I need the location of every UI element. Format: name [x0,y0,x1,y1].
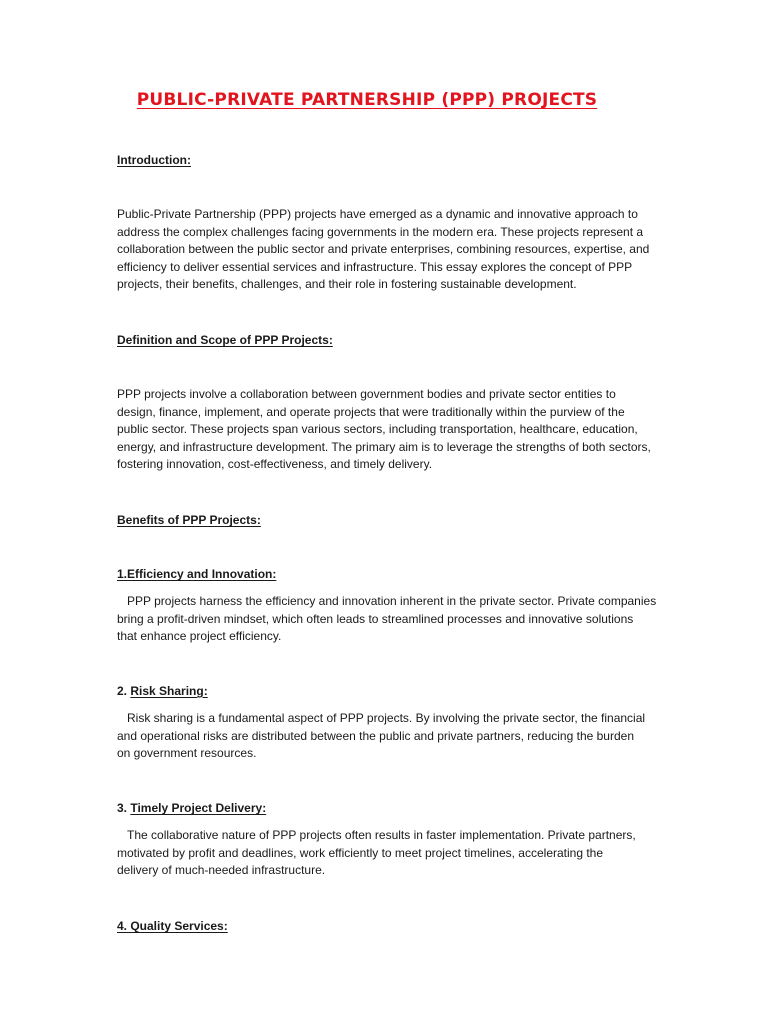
timely-heading [117,801,266,815]
risk-number: 2. [117,684,131,698]
paragraph-line: collaboration between the public sector and private enterprises, combining resources, expertise, and [117,242,650,257]
paragraph-line: efficiency to deliver essential services and infrastructure. This essay explores the concept of PPP [117,259,633,274]
paragraph-line: delivery of much-needed infrastructure. [117,863,326,878]
paragraph-line: public sector. These projects span various sectors, including transportation, healthcare, education, [117,422,638,437]
paragraph-line: design, finance, implement, and operate projects that were traditionally within the purview of the [117,404,625,419]
paragraph-line: fostering innovation, cost-effectiveness, and timely delivery. [117,457,433,472]
paragraph-line: and operational risks are distributed between the public and private partners, reducing the burden [117,728,634,743]
timely-paragraph [117,827,657,880]
paragraph-line: Risk sharing is a fundamental aspect of PPP projects. By involving the private sector, the financial [117,711,646,725]
paragraph-line: address the complex challenges facing governments in the modern era. These projects represent a [117,224,644,239]
paragraph-line: PPP projects involve a collaboration between government bodies and private sector entities to [117,387,616,401]
risk-paragraph [117,710,657,763]
paragraph-line: that enhance project efficiency. [117,629,282,644]
document-title: PUBLIC-PRIVATE PARTNERSHIP (PPP) PROJECTS [136,90,598,110]
timely-heading-label: Timely Project Delivery: [130,801,267,815]
paragraph-line: bring a profit-driven mindset, which often leads to streamlined processes and innovative solutions [117,611,634,626]
paragraph-line: projects, their benefits, challenges, and their role in fostering sustainable development. [117,277,577,292]
paragraph-line: Public-Private Partnership (PPP) projects have emerged as a dynamic and innovative approach to [117,207,638,221]
paragraph-line: energy, and infrastructure development. The primary aim is to leverage the strengths of both sectors, [117,439,651,454]
paragraph-line: motivated by profit and deadlines, work efficiently to meet project timelines, accelerating the [117,845,604,860]
efficiency-heading: 1.Efficiency and Innovation: [117,567,277,581]
paragraph-line: on government resources. [117,746,257,761]
intro-paragraph [117,206,657,294]
paragraph-line: The collaborative nature of PPP projects often results in faster implementation. Private partners, [117,828,636,842]
risk-heading [117,684,208,698]
paragraph-line: PPP projects harness the efficiency and innovation inherent in the private sector. Private companies [117,594,657,608]
intro-heading: Introduction: [117,153,191,167]
benefits-heading: Benefits of PPP Projects: [117,513,261,527]
timely-number: 3. [117,801,131,815]
quality-heading: 4. Quality Services: [117,919,228,933]
definition-paragraph [117,386,657,474]
definition-heading: Definition and Scope of PPP Projects: [117,333,333,347]
risk-heading-label: Risk Sharing: [130,684,208,698]
efficiency-paragraph [117,593,657,646]
